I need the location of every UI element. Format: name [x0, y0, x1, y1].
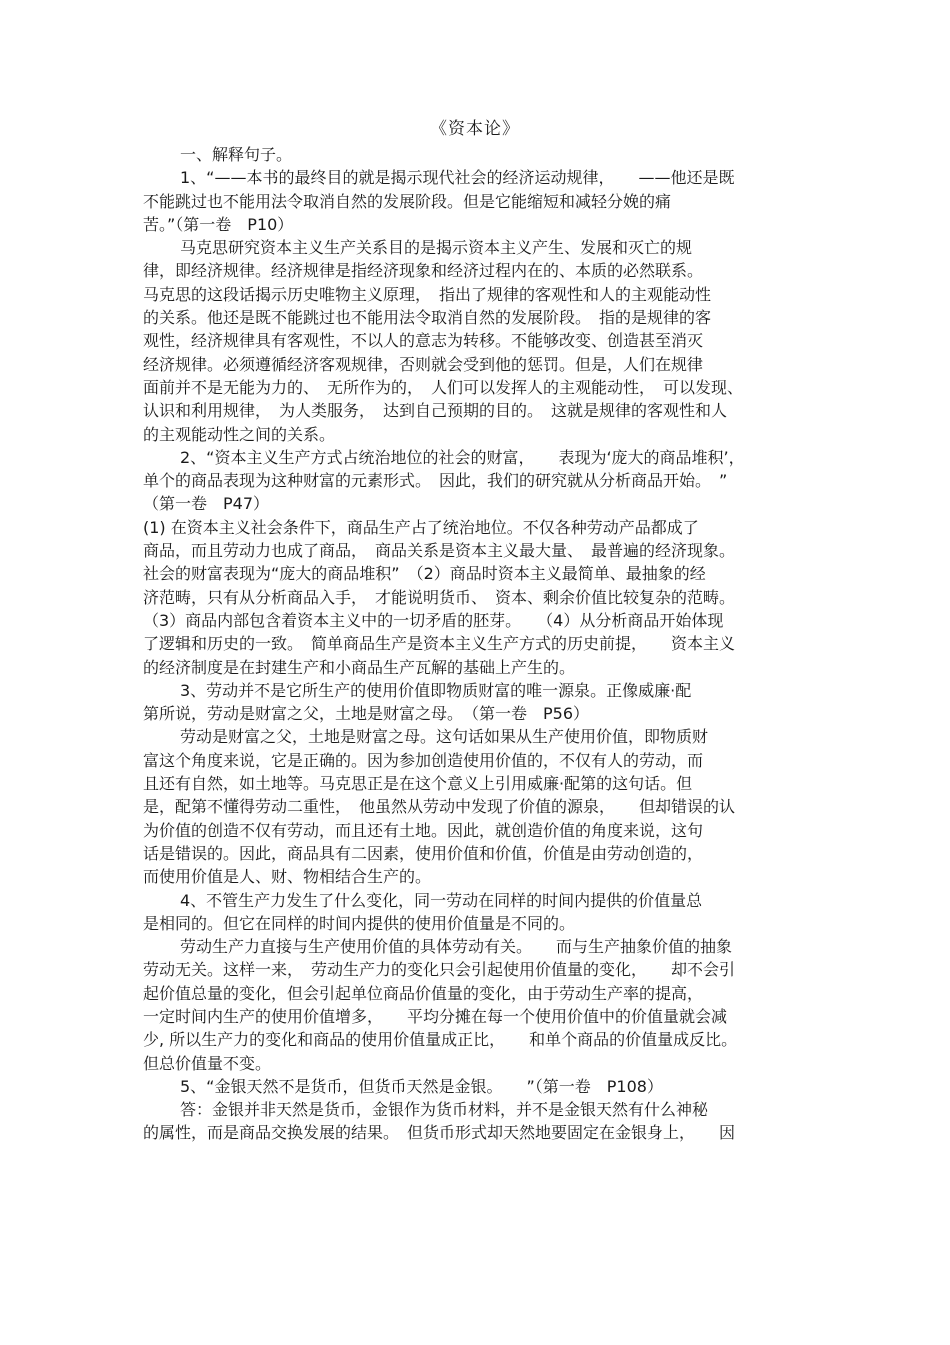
text-line: 2、“资本主义生产方式占统治地位的社会的财富， 表现为‘庞大的商品堆积’，: [180, 447, 745, 467]
text-line: 了逻辑和历史的一致。 简单商品生产是资本主义生产方式的历史前提， 资本主义: [143, 634, 736, 654]
text-line: 少, 所以生产力的变化和商品的使用价值量成正比， 和单个商品的价值量成反比。: [143, 1030, 738, 1050]
text-line: 且还有自然，如土地等。马克思正是在这个意义上引用威廉·配第的这句话。但: [143, 774, 693, 794]
text-line: 为价值的创造不仅有劳动，而且还有土地。因此，就创造价值的角度来说，这句: [143, 820, 704, 840]
text-line: 马克思的这段话揭示历史唯物主义原理， 指出了规律的客观性和人的主观能动性: [143, 284, 712, 304]
text-line: 劳动是财富之父，土地是财富之母。这句话如果从生产使用价值，即物质财: [180, 727, 709, 747]
text-line: 社会的财富表现为“庞大的商品堆积” （2）商品时资本主义最简单、最抽象的经: [143, 564, 706, 584]
text-line: 富这个角度来说，它是正确的。因为参加创造使用价值的，不仅有人的劳动，而: [143, 750, 704, 770]
text-line: 1、“——本书的最终目的就是揭示现代社会的经济运动规律， ——他还是既: [180, 168, 735, 188]
text-line: （3）商品内部包含着资本主义中的一切矛盾的胚芽。 （4）从分析商品开始体现: [143, 610, 724, 630]
text-line: 5、“金银天然不是货币，但货币天然是金银。 ”（第一卷 P108）: [180, 1076, 663, 1096]
text-line: 劳动无关。这样一来， 劳动生产力的变化只会引起使用价值量的变化， 却不会引: [143, 960, 736, 980]
text-line: 面前并不是无能为力的、 无所作为的， 人们可以发挥人的主观能动性， 可以发现、: [143, 377, 744, 397]
text-line: 但总价值量不变。: [143, 1053, 272, 1073]
text-line: （第一卷 P47）: [143, 494, 270, 514]
text-line: 马克思研究资本主义生产关系目的是揭示资本主义产生、发展和灭亡的规: [180, 238, 693, 258]
text-line: 不能跳过也不能用法令取消自然的发展阶段。但是它能缩短和减轻分娩的痛: [143, 191, 672, 211]
text-line: 观性，经济规律具有客观性，不以人的意志为转移。不能够改变、创造甚至消灭: [143, 331, 704, 351]
text-line: 是相同的。但它在同样的时间内提供的使用价值量是不同的。: [143, 913, 576, 933]
text-line: 劳动生产力直接与生产使用价值的具体劳动有关。 而与生产抽象价值的抽象: [180, 937, 733, 957]
text-line: 3、劳动并不是它所生产的使用价值即物质财富的唯一源泉。正像威廉·配: [180, 680, 692, 700]
text-line: 苦。”（第一卷 P10）: [143, 214, 294, 234]
text-line: 认识和利用规律， 为人类服务， 达到自己预期的目的。 这就是规律的客观性和人: [143, 401, 728, 421]
document-title: 《资本论》: [430, 119, 520, 139]
text-line: 律，即经济规律。经济规律是指经济现象和经济过程内在的、本质的必然联系。: [143, 261, 704, 281]
text-line: 一定时间内生产的使用价值增多， 平均分摊在每一个使用价值中的价值量就会减: [143, 1006, 728, 1026]
text-line: 答：金银并非天然是货币，金银作为货币材料，并不是金银天然有什么神秘: [180, 1100, 709, 1120]
text-line: 经济规律。必须遵循经济客观规律，否则就会受到他的惩罚。但是，人们在规律: [143, 354, 704, 374]
text-line: 而使用价值是人、财、物相结合生产的。: [143, 867, 432, 887]
text-line: 一、解释句子。: [180, 145, 293, 164]
text-line: 话是错误的。因此，商品具有二因素，使用价值和价值，价值是由劳动创造的，: [143, 843, 704, 863]
text-line: 4、不管生产力发生了什么变化，同一劳动在同样的时间内提供的价值量总: [180, 890, 703, 910]
text-line: 的关系。他还是既不能跳过也不能用法令取消自然的发展阶段。 指的是规律的客: [143, 308, 712, 328]
text-line: 起价值总量的变化，但会引起单位商品价值量的变化，由于劳动生产率的提高，: [143, 983, 704, 1003]
text-line: 商品，而且劳动力也成了商品， 商品关系是资本主义最大量、 最普遍的经济现象。: [143, 541, 736, 561]
document-body: [143, 143, 823, 1145]
text-line: 济范畴，只有从分析商品入手， 才能说明货币、 资本、剩余价值比较复杂的范畴。: [143, 587, 736, 607]
text-line: 的属性，而是商品交换发展的结果。 但货币形式却天然地要固定在金银身上， 因: [143, 1123, 736, 1143]
text-line: 是，配第不懂得劳动二重性， 他虽然从劳动中发现了价值的源泉， 但却错误的认: [143, 797, 736, 817]
text-line: 单个的商品表现为这种财富的元素形式。 因此，我们的研究就从分析商品开始。 ”: [143, 471, 728, 491]
text-line: (1) 在资本主义社会条件下，商品生产占了统治地位。不仅各种劳动产品都成了: [143, 517, 699, 537]
text-line: 第所说，劳动是财富之父，土地是财富之母。 （第一卷 P56）: [143, 704, 590, 724]
text-line: 的主观能动性之间的关系。: [143, 424, 336, 444]
text-line: 的经济制度是在封建生产和小商品生产瓦解的基础上产生的。: [143, 657, 576, 677]
